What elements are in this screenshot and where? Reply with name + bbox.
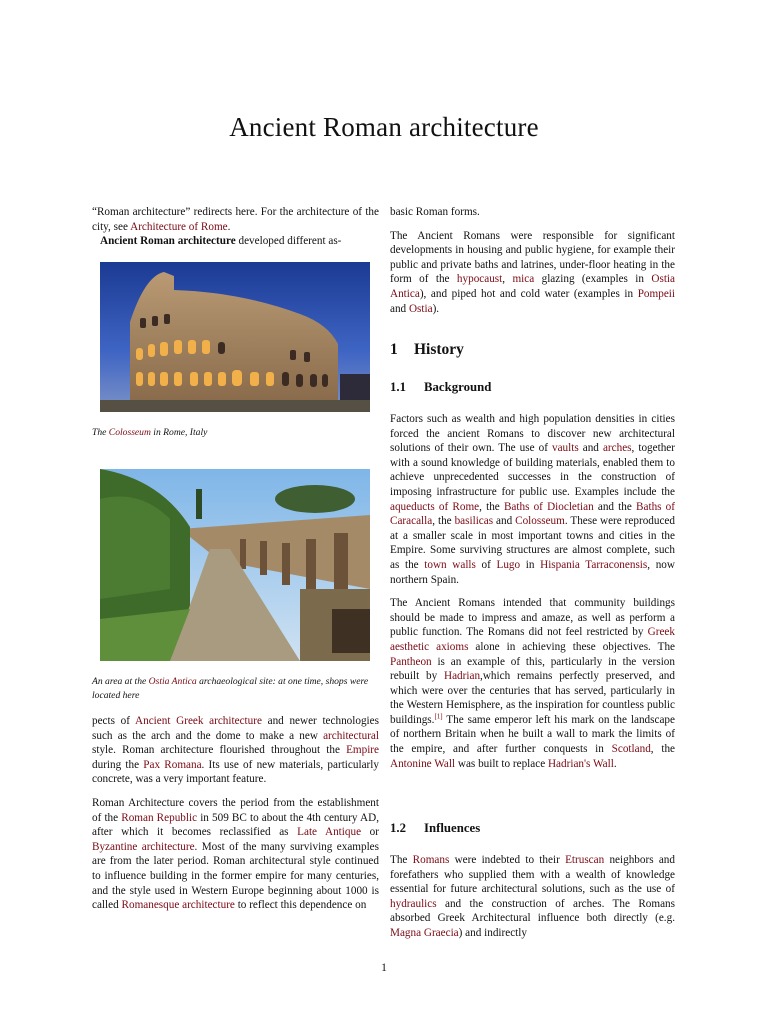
link-ostia-antica-caption[interactable]: Ostia Antica: [148, 676, 197, 687]
redirect-note: “Roman architecture” redirects here. For the architecture of the city, see Architecture of Rome.: [92, 206, 379, 233]
link-greek-aesthetic-axioms[interactable]: Greek aesthetic axioms: [390, 626, 675, 653]
link-romans[interactable]: Romans: [412, 854, 450, 866]
ostia-antica-photo: [100, 469, 370, 661]
subsection-heading-influences: 1.2 Influences: [390, 821, 481, 835]
link-pompeii[interactable]: Pompeii: [637, 287, 675, 300]
link-pantheon[interactable]: Pantheon: [390, 655, 432, 668]
link-lugo[interactable]: Lugo: [496, 558, 521, 571]
link-colosseum-caption[interactable]: Colosseum: [108, 427, 151, 438]
link-empire[interactable]: Empire: [346, 744, 379, 757]
link-baths-of-diocletian[interactable]: Baths of Diocletian: [503, 500, 594, 513]
link-basilicas[interactable]: basilicas: [454, 515, 494, 528]
ostia-antica-image: [100, 469, 370, 661]
link-magna-graecia[interactable]: Magna Graecia: [390, 926, 459, 939]
link-hypocaust[interactable]: hypocaust: [456, 273, 503, 286]
reference-1[interactable]: [1]: [434, 712, 443, 721]
page-number: 1: [381, 962, 387, 974]
figure-caption-colosseum: The Colosseum in Rome, Italy: [92, 427, 208, 438]
left-column-bottom: [92, 714, 379, 922]
paragraph-period: Roman Architecture covers the period from the establishment of the Roman Republic in 509 BC to about the 4th century AD, after which it becomes reclassified as Late Antique or Byzantine architecture. Most of the many surviving examples are from the later period. Roman architectural style continued to influence building in the former empire for many centuries, and the style used in Western Europe beginning about 1000 is called Romanesque architecture to reflect this dependence on: [92, 796, 380, 912]
figure-caption-ostia: An area at the Ostia Antica archaeological site: at one time, shops were located here: [92, 676, 369, 701]
link-architecture-of-rome[interactable]: Architecture of Rome: [130, 220, 228, 233]
link-aqueducts-of-rome[interactable]: aqueducts of Rome: [390, 500, 480, 513]
link-roman-republic[interactable]: Roman Republic: [121, 811, 198, 824]
right-column-background: [390, 412, 675, 780]
link-architectural[interactable]: architectural: [323, 729, 379, 742]
link-byzantine-architecture[interactable]: Byzantine architecture: [92, 840, 195, 853]
left-column-top: [92, 205, 379, 258]
link-mica[interactable]: mica: [512, 273, 535, 286]
link-ostia[interactable]: Ostia: [408, 302, 433, 315]
link-hadrians-wall[interactable]: Hadrian's Wall: [547, 757, 614, 770]
link-pax-romana[interactable]: Pax Romana: [143, 758, 202, 771]
link-antonine-wall[interactable]: Antonine Wall: [390, 757, 456, 770]
paragraph-factors: Factors such as wealth and high population densities in cities forced the ancient Romans to discover new architectural solutions of their own. The use of vaults and arches, together with a sound knowledge of building materials, enabled them to achieve unprecedented successes in the construction of imposing infrastructure for public use. Examples include the aqueducts of Rome, the Baths of Diocletian and the Baths of Caracalla, the basilicas and Colosseum. These were reproduced at a smaller scale in most important towns and cities in the Empire. Some surviving structures are almost complete, such as the town walls of Lugo in Hispania Tarraconensis, now northern Spain.: [390, 413, 676, 586]
colosseum-photo: [100, 262, 370, 412]
link-scotland[interactable]: Scotland: [611, 743, 651, 756]
link-colosseum[interactable]: Colosseum: [515, 515, 565, 528]
page-title: Ancient Roman architecture: [229, 112, 539, 142]
right-column-top: [390, 205, 675, 325]
link-hispania-tarraconensis[interactable]: Hispania Tarraconensis: [540, 558, 648, 571]
link-hydraulics[interactable]: hydraulics: [390, 897, 437, 910]
right-column-influences: [390, 853, 675, 950]
link-etruscan[interactable]: Etruscan: [565, 854, 605, 866]
link-ostia-antica[interactable]: Ostia Antica: [390, 273, 676, 300]
paragraph-influences: The Romans were indebted to their Etruscan neighbors and forefathers who supplied them with a wealth of knowledge essential for future architectural solutions, such as the use of hydraulics and the construction of arches. The Romans absorbed Greek Architectural influence both directly (e.g. Magna Graecia) and indirectly: [390, 854, 675, 939]
paragraph-basic-forms: basic Roman forms.: [390, 206, 480, 218]
intro-paragraph: Ancient Roman architecture developed different as-: [100, 235, 342, 248]
paragraph-aspects: pects of Ancient Greek architecture and newer technologies such as the arch and the dome to make a new architectural style. Roman architecture flourished throughout the Empire during the Pax Romana. Its use of new materials, particularly concrete, was a very important feature.: [92, 715, 379, 786]
link-arches[interactable]: arches: [602, 442, 632, 455]
intro-bold-term: Ancient Roman architecture: [100, 235, 236, 248]
paragraph-hygiene: The Ancient Romans were responsible for significant developments in housing and public hygiene, for example their public and private baths and latrines, under-floor heating in the form of the hypocaust, mica glazing (examples in Ostia Antica), and piped hot and cold water (examples in Pompeii and Ostia).: [390, 229, 676, 315]
section-heading-history: 1 History: [390, 341, 464, 358]
link-ancient-greek-architecture[interactable]: Ancient Greek architecture: [135, 715, 262, 727]
link-town-walls[interactable]: town walls: [424, 558, 476, 571]
link-late-antique[interactable]: Late Antique: [297, 826, 362, 839]
link-romanesque-architecture[interactable]: Romanesque architecture: [121, 899, 235, 912]
link-baths-of-caracalla[interactable]: Baths of Caracalla: [390, 500, 676, 528]
paragraph-community-buildings: The Ancient Romans intended that community buildings should be made to impress and amaze, as well as perform a public function. The Romans did not feel restricted by Greek aesthetic axioms alone in achieving these objectives. The Pantheon is an example of this, particularly in the version rebuilt by Hadrian,which remains perfectly preserved, and which were over the centuries that has served, particularly in the Western Hemisphere, as the inspiration for countless public buildings.[1] The same emperor left his mark on the landscape of northern Britain when he built a wall to mark the limits of the empire, and after further conquests in Scotland, the Antonine Wall was built to replace Hadrian's Wall.: [390, 597, 676, 770]
subsection-heading-background: 1.1 Background: [390, 380, 492, 394]
link-vaults[interactable]: vaults: [551, 442, 579, 455]
colosseum-image: [100, 262, 370, 412]
link-hadrian[interactable]: Hadrian: [444, 670, 481, 683]
